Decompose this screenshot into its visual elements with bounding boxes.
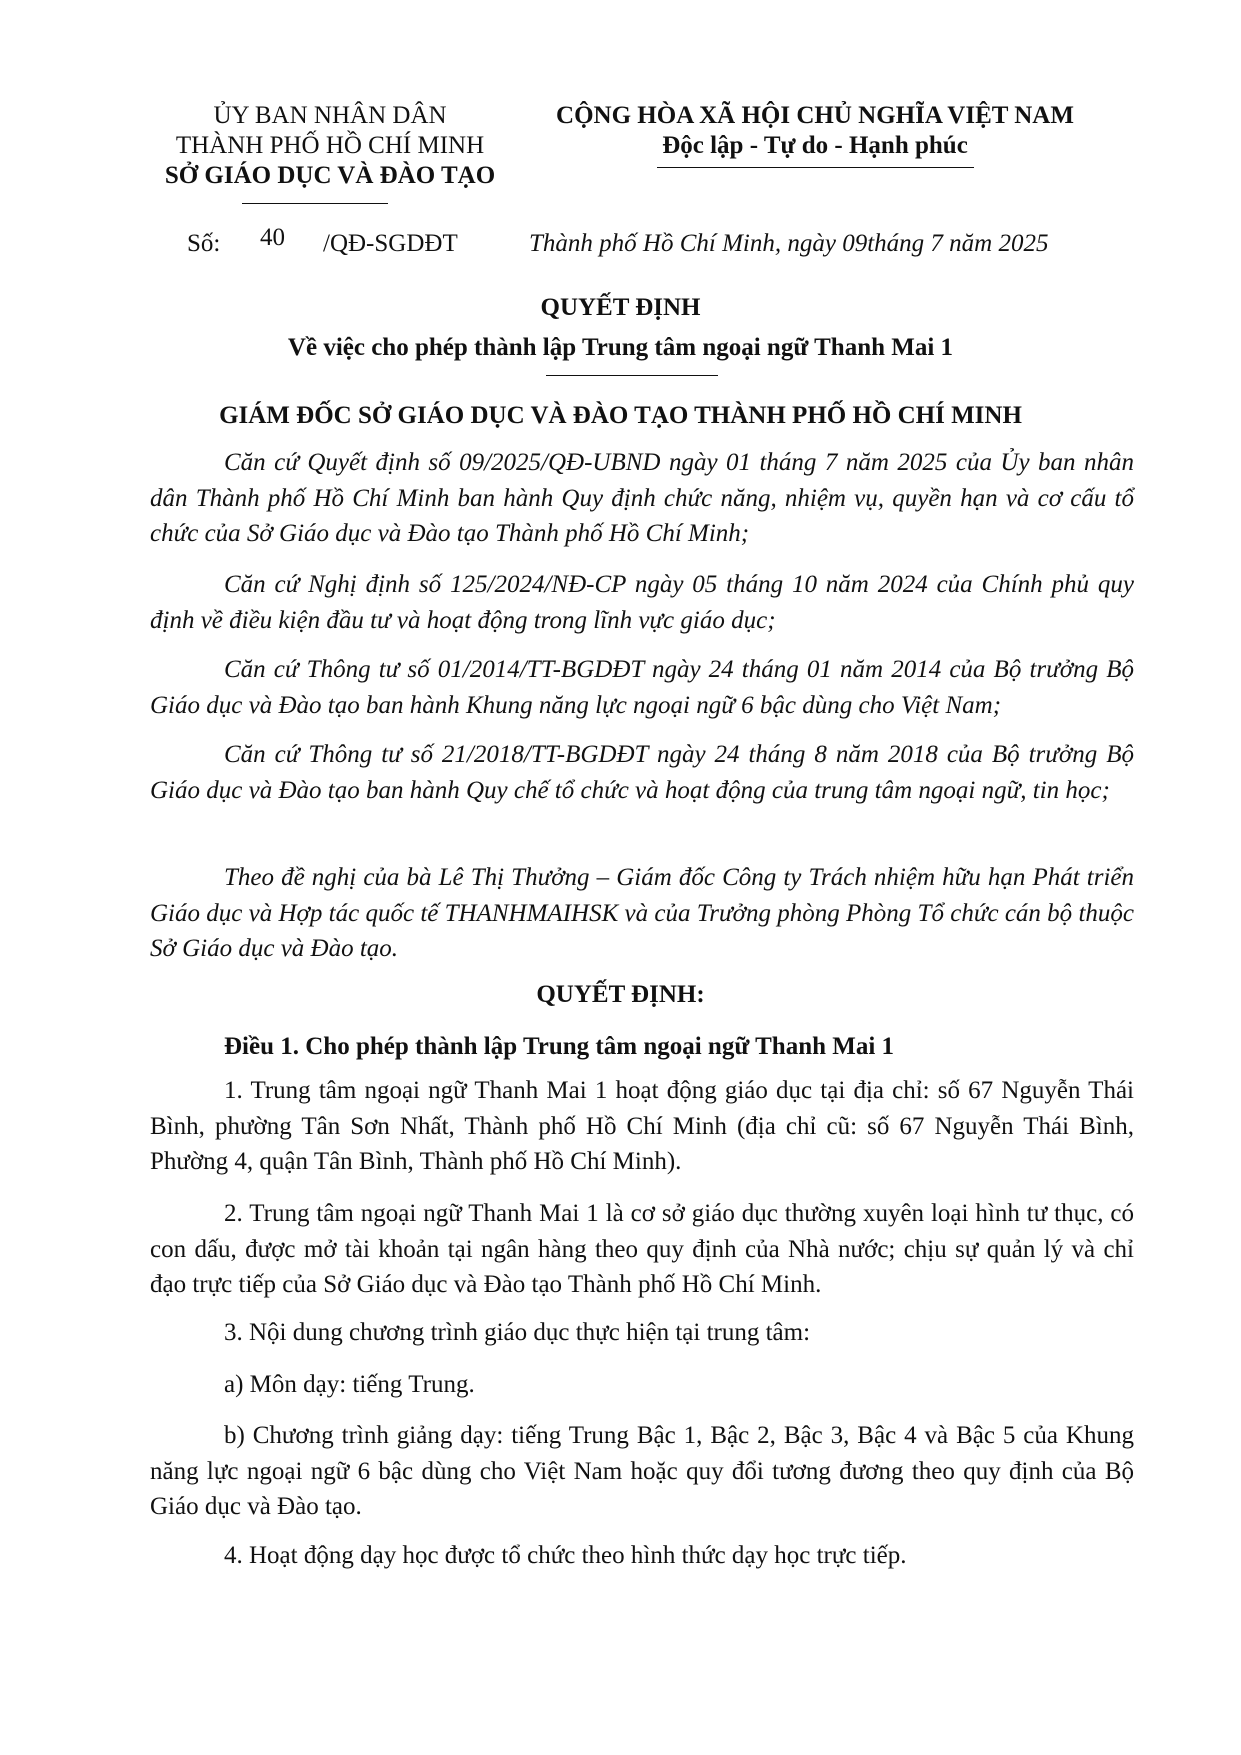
agency-line-1: ỦY BAN NHÂN DÂN — [213, 102, 447, 129]
date-line: Thành phố Hồ Chí Minh, ngày 09tháng 7 năm 2025 — [529, 230, 1049, 257]
authority-heading: GIÁM ĐỐC SỞ GIÁO DỤC VÀ ĐÀO TẠO THÀNH PHỐ HỒ CHÍ MINH — [219, 402, 1022, 429]
basis-paragraph-4: Căn cứ Thông tư số 21/2018/TT-BGDĐT ngày 24 tháng 8 năm 2018 của Bộ trưởng Bộ Giáo dục và Đào tạo ban hành Quy chế tổ chức và hoạt động của trung tâm ngoại ngữ, tin học; — [150, 741, 1134, 804]
number-label: Số: — [187, 230, 221, 257]
decision-heading: QUYẾT ĐỊNH: — [536, 981, 705, 1008]
basis-paragraph-2: Căn cứ Nghị định số 125/2024/NĐ-CP ngày 05 tháng 10 năm 2024 của Chính phủ quy định về điều kiện đầu tư và hoạt động trong lĩnh vực giáo dục; — [150, 571, 1134, 634]
number-suffix: /QĐ-SGDĐT — [323, 230, 458, 257]
article-1-item-1: 1. Trung tâm ngoại ngữ Thanh Mai 1 hoạt động giáo dục tại địa chỉ: số 67 Nguyễn Thái Bình, phường Tân Sơn Nhất, Thành phố Hồ Chí Minh (địa chỉ cũ: số 67 Nguyễn Thái Bình, Phường 4, quận Tân Bình, Thành phố Hồ Chí Minh). — [150, 1077, 1134, 1175]
number-value: 40 — [260, 224, 285, 251]
document-title: QUYẾT ĐỊNH — [540, 294, 701, 321]
article-1-item-3b: b) Chương trình giảng dạy: tiếng Trung Bậc 1, Bậc 2, Bậc 3, Bậc 4 và Bậc 5 của Khung năng lực ngoại ngữ 6 bậc dùng cho Việt Nam hoặc quy đổi tương đương theo quy định của Bộ Giáo dục và Đào tạo. — [150, 1422, 1134, 1520]
agency-line-2: THÀNH PHỐ HỒ CHÍ MINH — [175, 132, 485, 159]
national-motto: Độc lập - Tự do - Hạnh phúc — [662, 132, 968, 159]
article-1-item-4: 4. Hoạt động dạy học được tổ chức theo hình thức dạy học trực tiếp. — [224, 1542, 907, 1569]
basis-paragraph-3: Căn cứ Thông tư số 01/2014/TT-BGDĐT ngày 24 tháng 01 năm 2014 của Bộ trưởng Bộ Giáo dục và Đào tạo ban hành Khung năng lực ngoại ngữ 6 bậc dùng cho Việt Nam; — [150, 656, 1134, 719]
basis-paragraph-1: Căn cứ Quyết định số 09/2025/QĐ-UBND ngày 01 tháng 7 năm 2025 của Ủy ban nhân dân Thành phố Hồ Chí Minh ban hành Quy định chức năng, nhiệm vụ, quyền hạn và cơ cấu tổ chức của Sở Giáo dục và Đào tạo Thành phố Hồ Chí Minh; — [150, 449, 1134, 547]
article-1-item-2: 2. Trung tâm ngoại ngữ Thanh Mai 1 là cơ sở giáo dục thường xuyên loại hình tư thục, có con dấu, được mở tài khoản tại ngân hàng theo quy định của Nhà nước; chịu sự quản lý và chỉ đạo trực tiếp của Sở Giáo dục và Đào tạo Thành phố Hồ Chí Minh. — [150, 1200, 1134, 1298]
title-underline — [546, 375, 718, 376]
motto-underline — [657, 167, 974, 168]
agency-underline — [242, 203, 388, 204]
article-1-item-3: 3. Nội dung chương trình giáo dục thực hiện tại trung tâm: — [224, 1319, 811, 1346]
article-1-item-3a: a) Môn dạy: tiếng Trung. — [224, 1371, 475, 1398]
article-1-heading: Điều 1. Cho phép thành lập Trung tâm ngoại ngữ Thanh Mai 1 — [224, 1033, 895, 1060]
agency-line-3: SỞ GIÁO DỤC VÀ ĐÀO TẠO — [164, 162, 496, 189]
basis-paragraph-5: Theo đề nghị của bà Lê Thị Thưởng – Giám đốc Công ty Trách nhiệm hữu hạn Phát triển Giáo dục và Hợp tác quốc tế THANHMAIHSK và của Trưởng phòng Phòng Tổ chức cán bộ thuộc Sở Giáo dục và Đào tạo. — [150, 864, 1134, 962]
national-title: CỘNG HÒA XÃ HỘI CHỦ NGHĨA VIỆT NAM — [556, 102, 1074, 129]
document-subject: Về việc cho phép thành lập Trung tâm ngoại ngữ Thanh Mai 1 — [287, 334, 954, 361]
